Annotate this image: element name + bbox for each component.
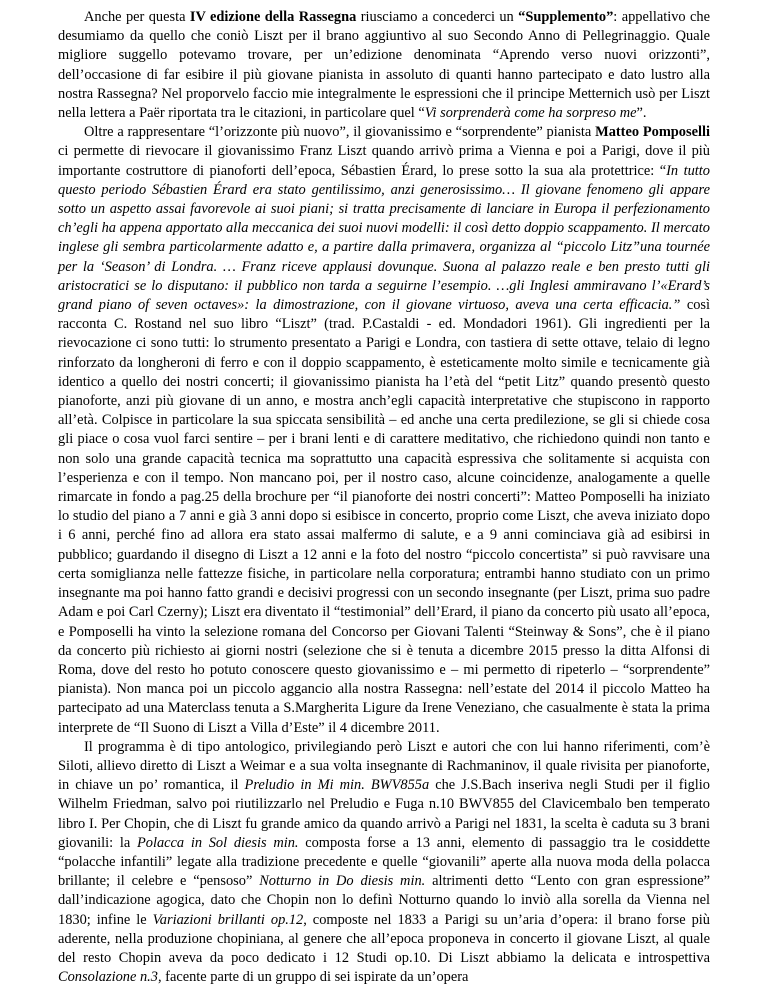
paragraph-2 xyxy=(58,123,710,738)
text-run: che J.S.Bach inseriva negli Studi per il figlio Wilhelm Friedman, salvo poi riutilizzarlo nel Preludio e Fuga n.10 BWV855 del Clavicembalo ben temperato libro I. Per Chopin, che di Liszt fu grande amico da quando arrivò a Parigi nel 1831, la scelta è caduta su 3 brani giovanili: la xyxy=(58,777,710,851)
text-run: altrimenti detto “Lento con gran espressione” dall’indicazione agogica, dato che Chopin non lo definì Notturno quando lo inviò alla sorella da Vienna nel 1830; infine le xyxy=(58,873,710,928)
italic-text: Notturno in Do diesis min. xyxy=(259,873,426,890)
italic-text: In tutto questo periodo Sébastien Érard era stato gentilissimo, anzi generosissimo… Il giovane fenomeno gli appare sotto un aspetto assai favorevole ai suoi piani; si tratta precisamente di lanciare in Europa il perfezionamento ch’egli ha appena apportato alla meccanica dei suoi nuovi modelli: il così detto doppio scappamento. Il mercato inglese gli sembra particolarmente adatto e, a partire dalla primavera, organizza al “piccolo Litz”una tournée per la ‘Season’ di Londra. … Franz riceve applausi dovunque. Suona al palazzo reale e ben presto tutti gli aristocratici se lo disputano: il pubblico non tarda a seguirne l’esempio. …gli Inglesi ammiravano l’«Erard’s grand piano of seven octaves»: la dimostrazione, con il giovane virtuoso, aveva una certa efficacia.” xyxy=(58,162,710,314)
text-run: Il programma è di tipo antologico, privilegiando però Liszt e autori che con lui hanno riferimenti, com’è Siloti, allievo diretto di Liszt a Weimar e a sua volta insegnante di Rachmaninov, il quale rivisita per pianoforte, in chiave un po’ romantica, il xyxy=(58,738,710,794)
bold-text: Matteo Pomposelli xyxy=(595,124,710,141)
text-run: , composte nel 1833 a Parigi su un’aria d’opera: il brano forse più aderente, nella produzione chopiniana, al genere che all’epoca proponeva in concerto il giovane Liszt, al quale del resto Chopin aveva da poco dedicato i 12 Studi op.10. Di Liszt abbiamo la delicata e introspettiva xyxy=(58,911,710,966)
italic-text: Consolazione n.3 xyxy=(58,969,158,986)
text-run: Oltre a rappresentare “l’orizzonte più nuovo”, il giovanissimo e “sorprendente” pianista xyxy=(84,124,596,141)
italic-text: Variazioni brillanti op.12 xyxy=(152,911,304,928)
bold-text: IV edizione della Rassegna xyxy=(189,9,357,25)
paragraph-1 xyxy=(58,8,710,123)
italic-text: Vi sorprenderà come ha sorpreso me xyxy=(424,105,637,122)
text-run: , facente parte di un gruppo di sei ispirate da un’opera xyxy=(157,969,469,986)
text-run: riusciamo a concederci un xyxy=(356,9,519,25)
paragraph-3 xyxy=(58,738,710,988)
text-run: ci permette di rievocare il giovanissimo Franz Liszt quando arrivò prima a Vienna e poi a Parigi, dove il più importante costruttore di pianoforti dell’epoca, Sébastien Érard, lo prese sotto la sua ala protettrice: “ xyxy=(58,143,710,179)
text-run: composta forse a 13 anni, elemento di passaggio tra le cosiddette “polacche infantili” legate alla tradizione precedente e quelle “giovanili” aperte alla nuova moda della polacca brillante; il celebre e “pensoso” xyxy=(58,834,710,890)
italic-text: Polacca in Sol diesis min. xyxy=(136,834,299,851)
text-run: Anche per questa xyxy=(84,9,190,25)
text-run: : appellativo che desumiamo da quello che coniò Liszt per il brano aggiuntivo al suo Secondo Anno di Pellegrinaggio. Quale migliore suggello potevamo trovare, per un’edizione denominata “Aprendo verso nuovi orizzonti”, dell’occasione di far esibire il più giovane pianista in assoluto di quanti hanno partecipato e dato lustro alla nostra Rassegna? Nel proporvelo faccio mie integralmente le espressioni che il principe Metternich usò per Liszt nella lettera a Paër riportata tra le citazioni, in particolare quel “ xyxy=(58,9,710,122)
bold-text: “Supplemento” xyxy=(518,9,614,25)
text-run: così racconta C. Rostand nel suo libro “Liszt” (trad. P.Castaldi - ed. Mondadori 1961). Gli ingredienti per la rievocazione ci sono tutti: lo strumento presentato a Parigi e Londra, con tastiera di sette ottave, telaio di legno rinforzato da longheroni di ferro e con il doppio scappamento, è esteticamente molto simile e tecnicamente già identico a quello dei nostri concerti; il giovanissimo pianista ha l’età del “petit Litz” quando presentò questo pianoforte, anzi più giovane di un anno, e mostra anch’egli capacità interpretative che stupiscono in rapporto all’età. Colpisce in particolare la sua spiccata sensibilità – ed anche una certa predilezione, se gli si chiede cosa gli piace o cosa vuol farci sentire – per i brani lenti e di carattere meditativo, che richiedono quindi non tanto e non solo una grande capacità tecnica ma soprattutto una capacità espressiva che solitamente si acquista con l’esperienza e con il tempo. Non mancano poi, per il nostro caso, alcune coincidenze, analogamente a quelle rimarcate in fondo a pag.25 della brochure per “il pianoforte dei nostri concerti”: Matteo Pomposelli ha iniziato lo studio del piano a 7 anni e già 3 anni dopo si esibisce in concerto, proprio come Liszt, che aveva iniziato dopo i 6 anni, perché fino ad allora era stato assai malfermo di salute, e a 9 anni cominciava già ad esibirsi in pubblico; guardando il disegno di Liszt a 12 anni e la foto del nostro “piccolo concertista” si può ravvisare una certa somiglianza nelle fattezze fisiche, in particolare nella corporatura; entrambi hanno studiato con un primo insegnante ma poi hanno fatto grandi e decisivi progressi con un secondo insegnante (per Liszt, prima suo padre Adam e poi Carl Czerny); Liszt era diventato il “testimonial” dell’Erard, il piano da concerto più usato all’epoca, e Pomposelli ha vinto la selezione romana del Concorso per Giovani Talenti “Steinway & Sons”, che è il piano da concerto più richiesto ai giorni nostri (selezione che si è tenuta a dicembre 2015 presso la ditta Alfonsi di Roma, dove del resto ho potuto conoscere questo giovanissimo e – mi permetto di ripeterlo – “sorprendente” pianista). Non manca poi un piccolo aggancio alla nostra Rassegna: nell’estate del 2014 il piccolo Matteo ha partecipato ad una Materclass tenuta a S.Margherita Ligure da Irene Veneziano, che casualmente è stata la prima interprete de “Il Suono di Liszt a Villa d’Este” il 4 dicembre 2011. xyxy=(58,297,711,736)
text-run: ”. xyxy=(636,105,647,122)
italic-text: Preludio in Mi min. BWV855a xyxy=(244,777,430,794)
